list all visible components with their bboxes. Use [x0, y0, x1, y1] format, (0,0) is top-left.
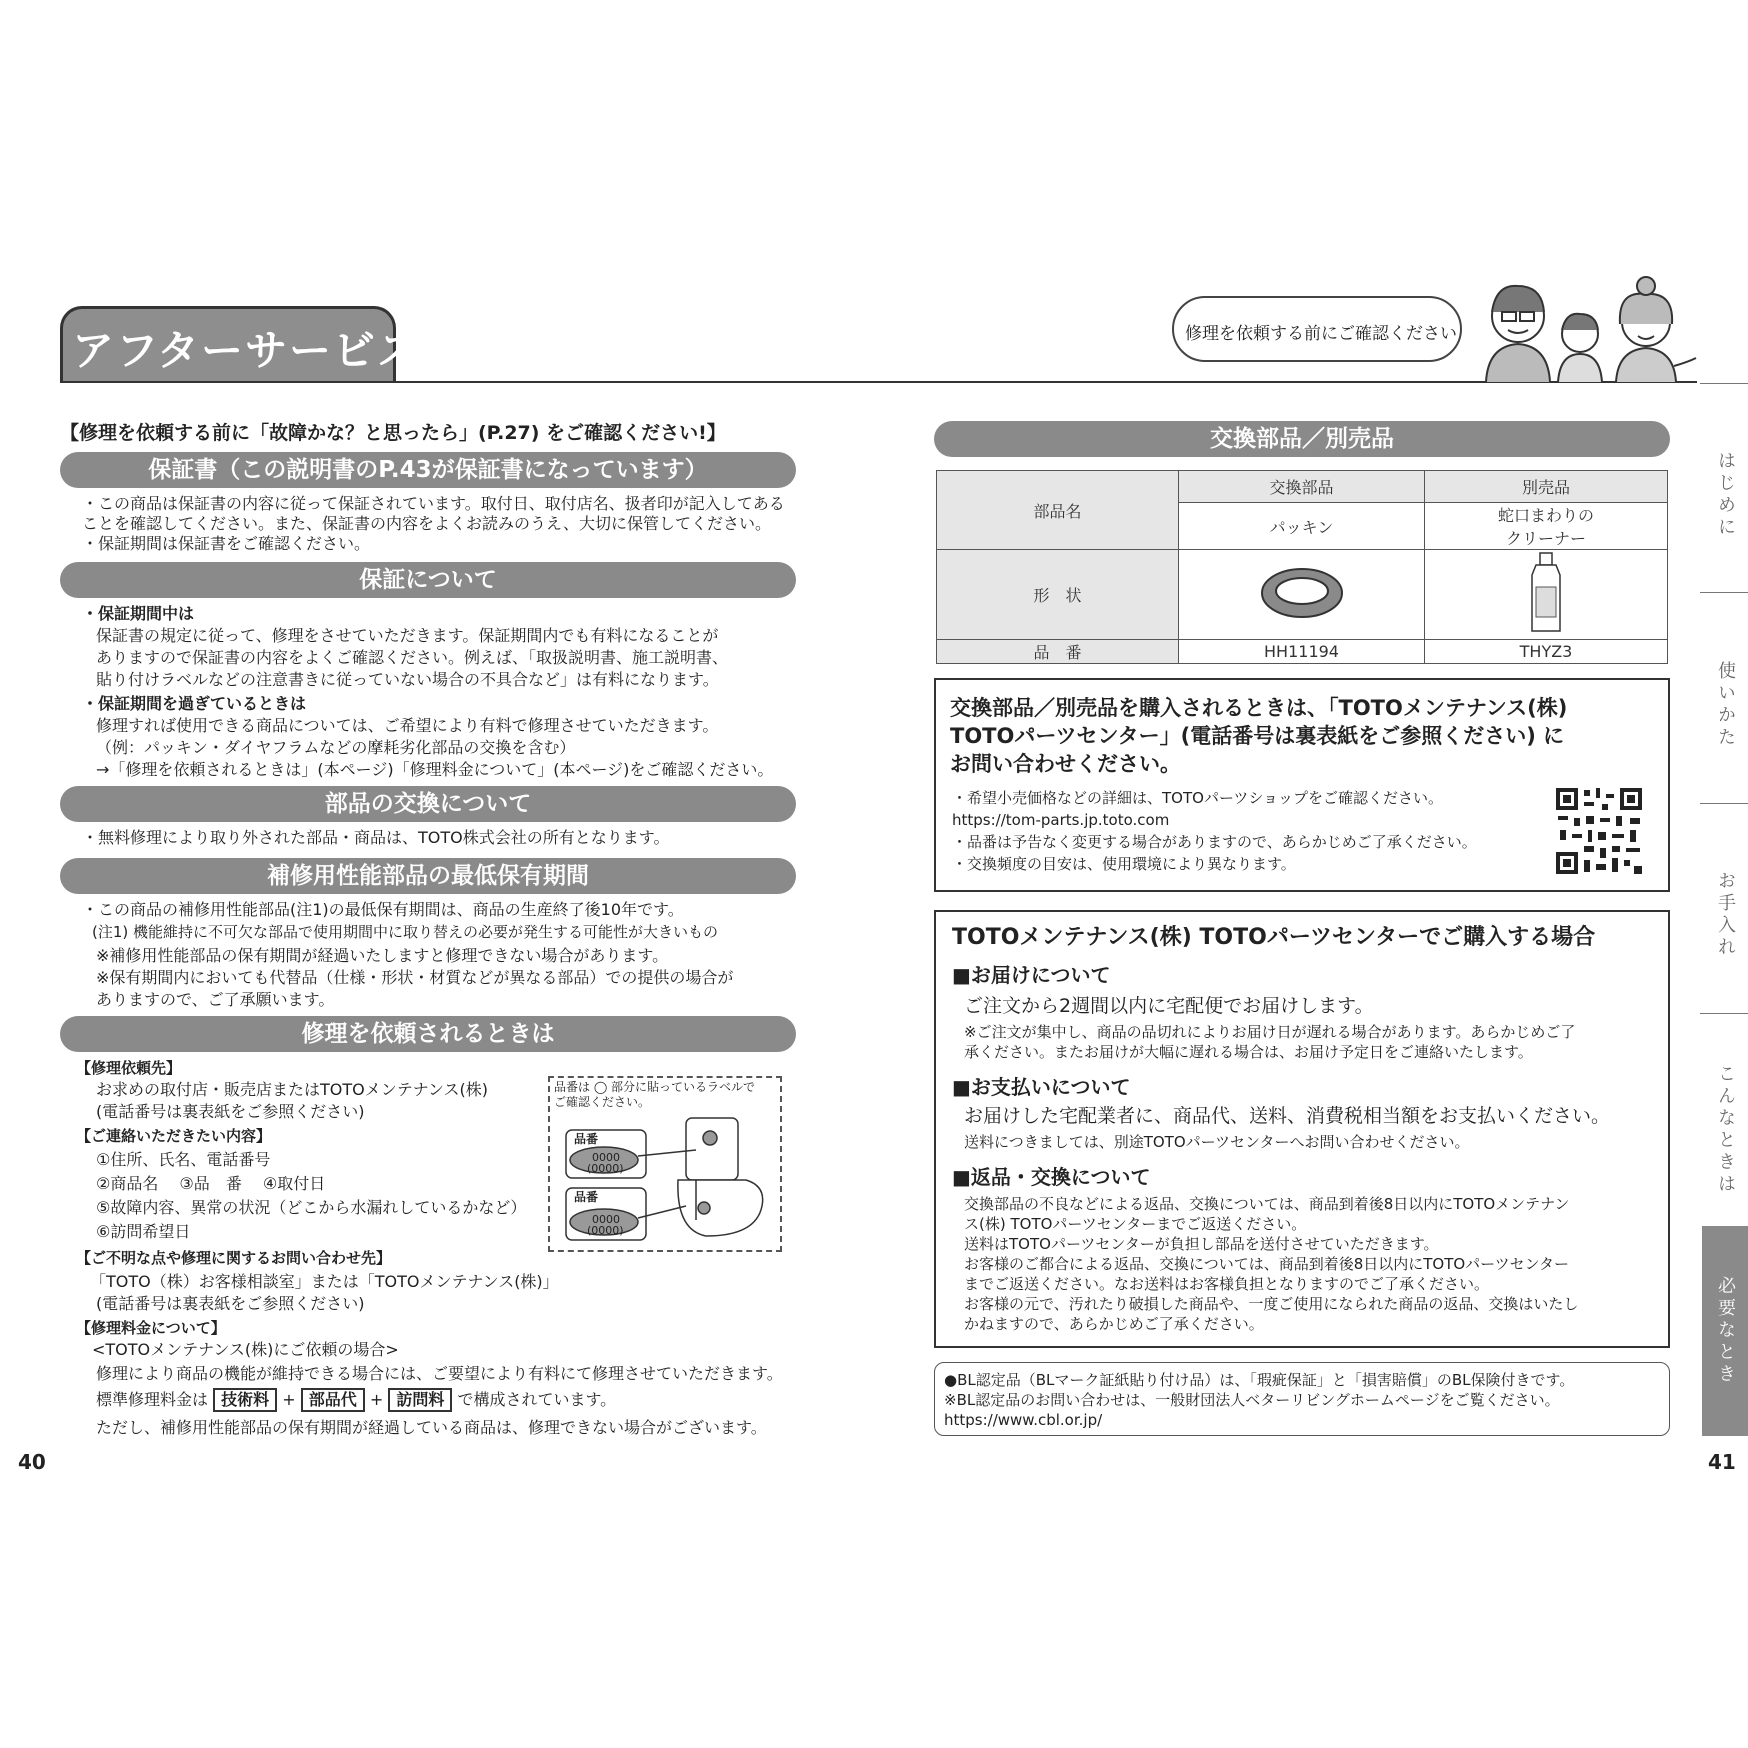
family-illustration	[1478, 272, 1698, 384]
body-text: →「修理を依頼されるときは」(本ページ)「修理料金について」(本ページ)をご確認ください。	[96, 760, 774, 779]
subheading: 【修理依頼先】	[76, 1059, 182, 1077]
table-cell: パッキン	[1179, 503, 1425, 550]
fee-technical: 技術料	[213, 1388, 277, 1412]
side-divider	[1700, 592, 1748, 593]
table-header: 別売品	[1425, 471, 1668, 503]
table-header: 部品名	[937, 471, 1179, 550]
label-code: 0000	[592, 1213, 620, 1226]
body-text: ただし、補修用性能部品の保有期間が経過している商品は、修理できない場合がございます。	[96, 1418, 767, 1437]
packing-image-cell	[1179, 550, 1425, 640]
box-title: TOTOメンテナンス(株) TOTOパーツセンターでご購入する場合	[952, 925, 1596, 950]
body-text: ②商品名 ③品 番 ④取付日	[96, 1174, 326, 1193]
inquiry-text: お問い合わせください。	[950, 752, 1181, 776]
body-text: ありますので保証書の内容をよくご確認ください。例えば、「取扱説明書、施工説明書、	[96, 648, 729, 667]
section-header-repair-request: 修理を依頼されるときは	[60, 1016, 796, 1052]
side-divider	[1700, 1013, 1748, 1014]
body-text: 「TOTO（株）お客様相談室」または「TOTOメンテナンス(株)」	[90, 1272, 559, 1291]
subheading: ・保証期間を過ぎているときは	[82, 694, 307, 713]
subheading: ・保証期間中は	[82, 604, 195, 623]
body-text: 保証書の規定に従って、修理をさせていただきます。保証期間内でも有料になることが	[96, 626, 719, 645]
tab-tsukaikata[interactable]: 使いかた	[1715, 661, 1736, 749]
cleaner-name-line: 蛇口まわりの	[1497, 506, 1594, 525]
body-text: ・保証期間は保証書をご確認ください。	[82, 534, 371, 553]
plus-sign: +	[282, 1390, 296, 1409]
plus-sign: +	[369, 1390, 384, 1409]
fee-formula	[96, 1388, 616, 1412]
subheading: 【ご連絡いただきたい内容】	[76, 1127, 272, 1145]
page-number-left: 40	[18, 1450, 46, 1474]
body-text: かねますので、あらかじめご了承ください。	[964, 1315, 1264, 1333]
subheading: 【ご不明な点や修理に関するお問い合わせ先】	[76, 1249, 392, 1267]
body-text: ことを確認してください。また、保証書の内容をよくお読みのうえ、大切に保管してください。	[82, 514, 771, 533]
body-text: ⑤故障内容、異常の状況（どこから水漏れしているかなど）	[96, 1198, 527, 1217]
cleaner-image-cell	[1425, 550, 1668, 640]
intro-notice: 【修理を依頼する前に「故障かな？と思ったら」(P.27) をご確認ください!】	[60, 422, 726, 444]
tab-oteire[interactable]: お手入れ	[1715, 871, 1736, 959]
body-text: ・この商品の補修用性能部品(注1)の最低保有期間は、商品の生産終了後10年です。	[82, 900, 684, 919]
section-header-warranty: 保証について	[60, 562, 796, 598]
note-text: ※ご注文が集中し、商品の品切れによりお届け日が遅れる場合があります。あらかじめご了	[964, 1023, 1576, 1041]
cleaner-name-line: クリーナー	[1505, 529, 1586, 548]
table-header: 形 状	[937, 550, 1179, 640]
header-rule	[60, 381, 1697, 383]
note-text: ・交換頻度の目安は、使用環境により異なります。	[952, 855, 1296, 873]
body-text: お求めの取付店・販売店またはTOTOメンテナンス(株)	[96, 1080, 488, 1099]
side-divider	[1700, 803, 1748, 804]
body-text: ス(株) TOTOパーツセンターまでご返送ください。	[964, 1215, 1307, 1233]
page-title: アフターサービス	[72, 326, 422, 375]
label-code: (0000)	[587, 1224, 624, 1237]
table-cell: HH11194	[1179, 640, 1425, 664]
tab-hitsuyounatoki[interactable]: 必要なとき	[1702, 1226, 1748, 1436]
tab-konnatokiha[interactable]: こんなときは	[1715, 1064, 1736, 1196]
body-text: ※補修用性能部品の保有期間が経過いたしますと修理できない場合があります。	[96, 946, 669, 965]
inquiry-text: 交換部品／別売品を購入されるときは、「TOTOメンテナンス(株)	[950, 696, 1568, 720]
subheading: ■お支払いについて	[952, 1075, 1131, 1099]
label-code: 0000	[592, 1151, 620, 1164]
body-text: ・この商品は保証書の内容に従って保証されています。取付日、取付店名、扱者印が記入してある	[82, 494, 785, 513]
body-text: ⑥訪問希望日	[96, 1222, 191, 1241]
body-text: 貼り付けラベルなどの注意書きに従っていない場合の不具合など」は有料になります。	[96, 670, 719, 689]
footnote: (注1) 機能維持に不可欠な部品で使用期間中に取り替えの必要が発生する可能性が大きいもの	[92, 923, 719, 941]
label-box-text: ご確認ください。	[554, 1095, 651, 1109]
fee-parts: 部品代	[301, 1388, 365, 1412]
table-header: 交換部品	[1179, 471, 1425, 503]
body-text: お客様のご都合による返品、交換については、商品到着後8日以内にTOTOパーツセンター	[964, 1255, 1569, 1273]
note-text: ・希望小売価格などの詳細は、TOTOパーツショップをご確認ください。	[952, 789, 1444, 807]
bl-url[interactable]: https://www.cbl.or.jp/	[944, 1411, 1103, 1429]
body-text: （例：パッキン・ダイヤフラムなどの摩耗劣化部品の交換を含む）	[96, 738, 576, 757]
label-box-text: 品番は ◯ 部分に貼っているラベルで	[554, 1080, 756, 1094]
body-text: <TOTOメンテナンス(株)にご依頼の場合>	[92, 1340, 399, 1359]
body-text: ①住所、氏名、電話番号	[96, 1150, 271, 1169]
subheading: ■お届けについて	[952, 963, 1111, 987]
body-text: 交換部品の不良などによる返品、交換については、商品到着後8日以内にTOTOメンテナン	[964, 1195, 1570, 1213]
section-header-parts-exchange: 部品の交換について	[60, 786, 796, 822]
note-text: 承ください。またお届けが大幅に遅れる場合は、お届け予定日をご連絡いたします。	[964, 1043, 1533, 1061]
body-text: ご注文から2週間以内に宅配便でお届けします。	[964, 995, 1374, 1017]
inquiry-text: TOTOパーツセンター」(電話番号は裏表紙をご参照ください) に	[950, 724, 1565, 748]
body-text: 修理すれば使用できる商品については、ご希望により有料で修理させていただきます。	[96, 716, 719, 735]
body-text: ・無料修理により取り外された部品・商品は、TOTO株式会社の所有となります。	[82, 828, 670, 847]
body-text: までご返送ください。なお送料はお客様負担となりますのでご了承ください。	[964, 1275, 1490, 1293]
subheading: 【修理料金について】	[76, 1319, 226, 1337]
section-header-warranty-card: 保証書（この説明書のP.43が保証書になっています）	[60, 452, 796, 488]
parts-shop-url[interactable]: https://tom-parts.jp.toto.com	[952, 811, 1170, 829]
cleaner-bottle-image	[1526, 551, 1566, 635]
section-header-parts: 交換部品／別売品	[934, 421, 1670, 457]
table-cell: THYZ3	[1425, 640, 1668, 664]
label-tag: 品番	[574, 1132, 599, 1146]
table-header: 品 番	[937, 640, 1179, 664]
body-text: (電話番号は裏表紙をご参照ください)	[96, 1294, 365, 1313]
parts-table	[936, 470, 1668, 664]
note-text: ※BL認定品のお問い合わせは、一般財団法人ベターリビングホームページをご覧ください。	[944, 1391, 1560, 1409]
body-text: ※保有期間内においても代替品（仕様・形状・材質などが異なる部品）での提供の場合が	[96, 968, 734, 987]
section-header-retention-period: 補修用性能部品の最低保有期間	[60, 858, 796, 894]
subheading: ■返品・交換について	[952, 1165, 1151, 1189]
body-text: お客様の元で、汚れたり破損した商品や、一度ご使用になられた商品の返品、交換はいたし	[964, 1295, 1579, 1313]
side-divider	[1700, 383, 1748, 384]
body-text: 修理により商品の機能が維持できる場合には、ご要望により有料にて修理させていただきます。	[96, 1364, 783, 1383]
speech-bubble-text: 修理を依頼する前にご確認ください	[1185, 324, 1457, 344]
note-text: 送料につきましては、別途TOTOパーツセンターへお問い合わせください。	[964, 1133, 1470, 1151]
note-text: ・品番は予告なく変更する場合がありますので、あらかじめご了承ください。	[952, 833, 1477, 851]
table-cell	[1425, 503, 1668, 550]
label-code: (0000)	[587, 1162, 624, 1175]
fee-prefix: 標準修理料金は	[96, 1390, 209, 1409]
body-text: お届けした宅配業者に、商品代、送料、消費税相当額をお支払いください。	[964, 1105, 1611, 1127]
fee-suffix: で構成されています。	[457, 1390, 617, 1409]
label-tag: 品番	[574, 1190, 599, 1204]
fee-visit: 訪問料	[388, 1388, 452, 1412]
page-number-right: 41	[1708, 1450, 1736, 1474]
packing-ring-image	[1257, 558, 1347, 628]
body-text: (電話番号は裏表紙をご参照ください)	[96, 1102, 365, 1121]
body-text: ありますので、ご了承願います。	[96, 990, 335, 1009]
tab-hajimeni[interactable]: はじめに	[1715, 451, 1736, 539]
note-text: ●BL認定品（BLマーク証紙貼り付け品）は、「瑕疵保証」と「損害賠償」のBL保険付きです。	[944, 1371, 1575, 1389]
qr-code-icon[interactable]	[1554, 786, 1644, 876]
body-text: 送料はTOTOパーツセンターが負担し部品を送付させていただきます。	[964, 1235, 1439, 1253]
